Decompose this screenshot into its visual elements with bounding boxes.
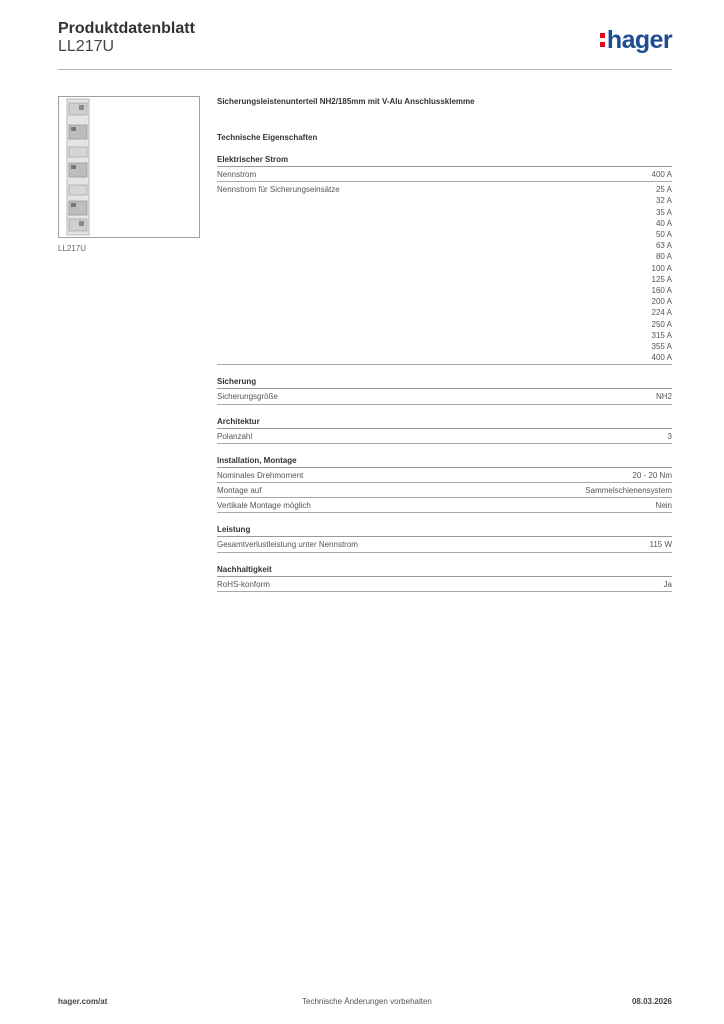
spec-label: Polanzahl — [217, 431, 253, 441]
group-heading: Leistung — [217, 524, 672, 537]
spec-value: 224 A — [651, 308, 672, 318]
page-title: Produktdatenblatt — [58, 20, 195, 37]
group-heading: Sicherung — [217, 376, 672, 389]
spec-value: 20 - 20 Nm — [632, 470, 672, 480]
spec-value: 400 A — [651, 353, 672, 363]
spec-value: 3 — [667, 431, 672, 441]
spec-value: NH2 — [655, 392, 672, 402]
group-heading: Elektrischer Strom — [217, 154, 672, 167]
spec-group-fuse — [217, 376, 672, 404]
spec-label: Vertikale Montage möglich — [217, 501, 311, 511]
footer-disclaimer: Technische Änderungen vorbehalten — [302, 997, 432, 1006]
spec-row — [217, 468, 672, 483]
spec-value: 250 A — [651, 319, 672, 329]
footer-website-link[interactable]: hager.com/at — [58, 997, 108, 1006]
spec-label: Montage auf — [217, 486, 262, 496]
spec-label: Nennstrom für Sicherungseinsätze — [217, 185, 340, 195]
spec-value: 25 A — [655, 185, 672, 195]
spec-label: Nennstrom — [217, 170, 257, 179]
spec-row — [217, 429, 672, 444]
spec-row — [217, 498, 672, 513]
spec-value: 80 A — [655, 252, 672, 262]
logo-dots-icon — [600, 33, 605, 51]
spec-values — [652, 184, 672, 363]
spec-row — [217, 577, 672, 592]
spec-row — [217, 167, 672, 182]
spec-group-sustainability — [217, 564, 672, 592]
spec-value: Nein — [655, 501, 672, 511]
spec-value: 100 A — [651, 263, 672, 273]
header-divider — [58, 69, 672, 70]
spec-label: Gesamtverlustleistung unter Nennstrom — [217, 540, 358, 550]
group-heading: Architektur — [217, 416, 672, 429]
spec-label: Nominales Drehmoment — [217, 470, 304, 480]
spec-value: 40 A — [655, 218, 672, 228]
spec-value: 50 A — [655, 230, 672, 240]
product-description: Sicherungsleistenunterteil NH2/185mm mit V-Alu Anschlussklemme — [217, 97, 475, 106]
spec-group-installation — [217, 455, 672, 514]
group-heading: Nachhaltigkeit — [217, 564, 672, 577]
spec-row — [217, 389, 672, 404]
hager-logo — [600, 26, 672, 55]
fuse-base-illustration — [59, 97, 199, 237]
spec-value: 200 A — [651, 297, 672, 307]
spec-value: 160 A — [651, 286, 672, 296]
spec-value: 115 W — [649, 540, 672, 550]
spec-value: Ja — [663, 579, 672, 589]
spec-value: 35 A — [655, 207, 672, 217]
product-image-caption: LL217U — [58, 244, 87, 253]
spec-value: 315 A — [651, 330, 672, 340]
spec-label: RoHS-konform — [217, 579, 270, 589]
group-heading: Installation, Montage — [217, 455, 672, 468]
spec-row — [217, 182, 672, 365]
spec-row — [217, 483, 672, 498]
spec-content — [217, 96, 672, 592]
spec-group-electrical — [217, 154, 672, 365]
spec-value: 400 A — [651, 170, 672, 179]
spec-group-architecture — [217, 416, 672, 444]
spec-value: 63 A — [655, 241, 672, 251]
spec-value: 32 A — [655, 196, 672, 206]
spec-label: Sicherungsgröße — [217, 392, 278, 402]
spec-group-power — [217, 524, 672, 552]
logo-text: hager — [606, 26, 672, 54]
technical-properties-heading: Technische Eigenschaften — [217, 133, 318, 142]
spec-value: 355 A — [651, 342, 672, 352]
spec-row — [217, 537, 672, 552]
spec-value: Sammelschienensystem — [585, 486, 672, 496]
product-code-subtitle: LL217U — [58, 38, 115, 55]
footer-date: 08.03.2026 — [631, 997, 672, 1006]
spec-value: 125 A — [651, 274, 672, 284]
product-image — [58, 96, 200, 238]
